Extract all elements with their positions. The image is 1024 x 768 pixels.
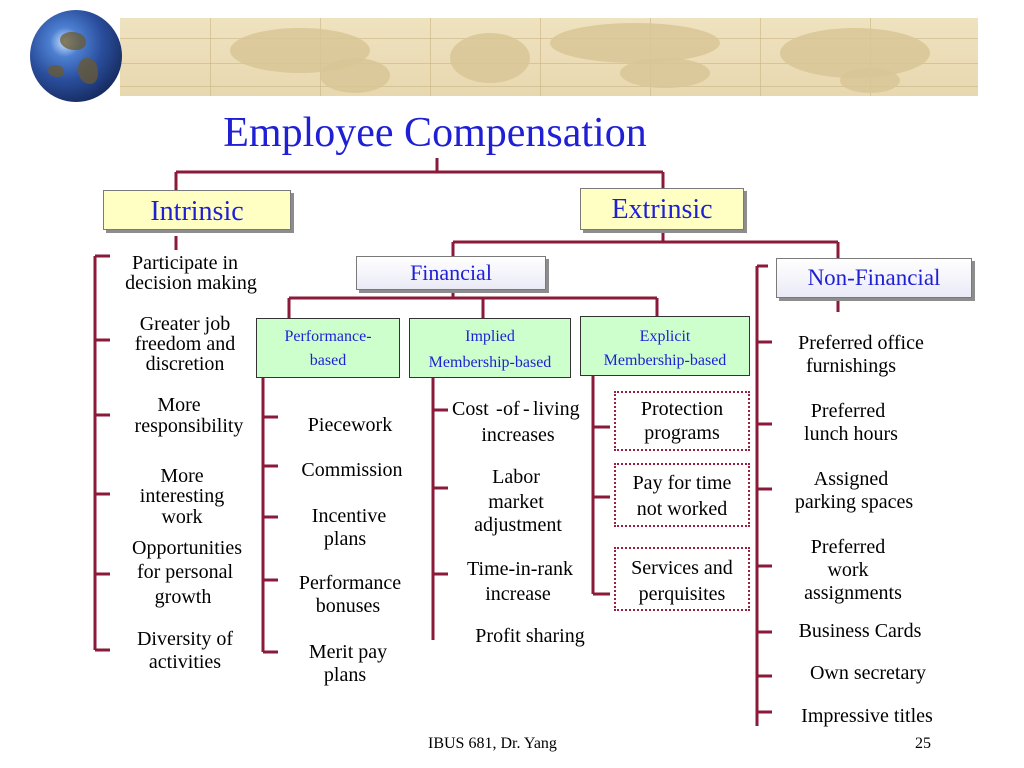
list-item: Commission — [301, 459, 403, 481]
list-item: adjustment — [474, 514, 562, 536]
list-item: - — [523, 398, 530, 420]
list-item: Greater job — [139, 313, 231, 335]
list-item: Assigned — [813, 468, 889, 490]
list-item: of — [503, 398, 520, 420]
list-item: increase — [485, 583, 551, 605]
page-number: 25 — [915, 735, 931, 752]
list-item: More — [157, 394, 201, 416]
list-item: for personal — [136, 561, 234, 583]
list-item: discretion — [145, 353, 225, 375]
list-item: Own secretary — [809, 662, 927, 684]
nonfinancial-box — [776, 258, 972, 298]
list-item: not worked — [636, 498, 728, 520]
list-item: freedom and — [134, 333, 236, 355]
list-item: plans — [323, 664, 367, 686]
pay-for-time-box — [614, 463, 750, 527]
list-item: Performance — [298, 572, 402, 594]
list-item: Time-in-rank — [467, 558, 573, 580]
list-item: growth — [154, 586, 212, 608]
intrinsic-label: Intrinsic — [150, 196, 244, 227]
list-item: programs — [644, 422, 720, 444]
nonfinancial-label: Non-Financial — [807, 265, 941, 290]
list-item: market — [488, 491, 544, 513]
financial-label: Financial — [410, 260, 492, 285]
list-item: Preferred — [810, 400, 886, 422]
page-title: Employee Compensation — [223, 110, 647, 156]
explicit-label-line2: Membership-based — [603, 352, 727, 369]
performance-label-line1: Performance- — [284, 328, 372, 345]
list-item: parking spaces — [794, 491, 914, 513]
list-item: Protection — [640, 398, 724, 420]
list-item: Preferred office — [798, 332, 924, 354]
list-item: lunch hours — [804, 423, 898, 445]
list-item: Labor — [492, 466, 540, 488]
performance-label-line2: based — [309, 352, 347, 369]
list-item: Opportunities — [132, 537, 242, 559]
services-perquisites-box — [614, 547, 750, 611]
list-item: furnishings — [806, 355, 896, 377]
list-item: Piecework — [307, 414, 393, 436]
list-item: Cost — [452, 398, 489, 420]
list-item: More — [160, 465, 204, 487]
list-item: Participate in — [131, 252, 239, 274]
list-item: - — [496, 398, 503, 420]
performance-box — [256, 318, 400, 378]
list-item: Impressive titles — [801, 705, 933, 727]
list-item: bonuses — [315, 595, 381, 617]
implied-label-line2: Membership-based — [428, 354, 552, 371]
list-item: living — [533, 398, 580, 420]
extrinsic-box — [580, 188, 744, 230]
list-item: responsibility — [134, 415, 244, 437]
list-item: Profit sharing — [475, 625, 585, 647]
list-item: activities — [148, 651, 222, 673]
list-item: interesting — [139, 485, 225, 507]
list-item: perquisites — [638, 583, 726, 605]
list-item: plans — [323, 528, 367, 550]
list-item: Business Cards — [798, 620, 922, 642]
footer-text: IBUS 681, Dr. Yang — [428, 735, 557, 752]
list-item: Incentive — [311, 505, 387, 527]
protection-programs-box — [614, 391, 750, 451]
list-item: Pay for time — [632, 472, 732, 494]
extrinsic-label: Extrinsic — [611, 194, 713, 225]
list-item: Diversity of — [136, 628, 234, 650]
list-item: work — [827, 559, 869, 581]
list-item: Preferred — [810, 536, 886, 558]
list-item: decision making — [125, 272, 257, 294]
intrinsic-box — [103, 190, 291, 230]
explicit-label-line1: Explicit — [639, 328, 691, 345]
implied-box — [409, 318, 571, 378]
list-item: work — [161, 506, 203, 528]
list-item: increases — [481, 424, 555, 446]
list-item: Services and — [631, 557, 733, 579]
list-item: assignments — [804, 582, 902, 604]
financial-box — [356, 256, 546, 290]
list-item: Merit pay — [308, 641, 388, 663]
implied-label-line1: Implied — [465, 328, 515, 345]
explicit-box — [580, 316, 750, 376]
